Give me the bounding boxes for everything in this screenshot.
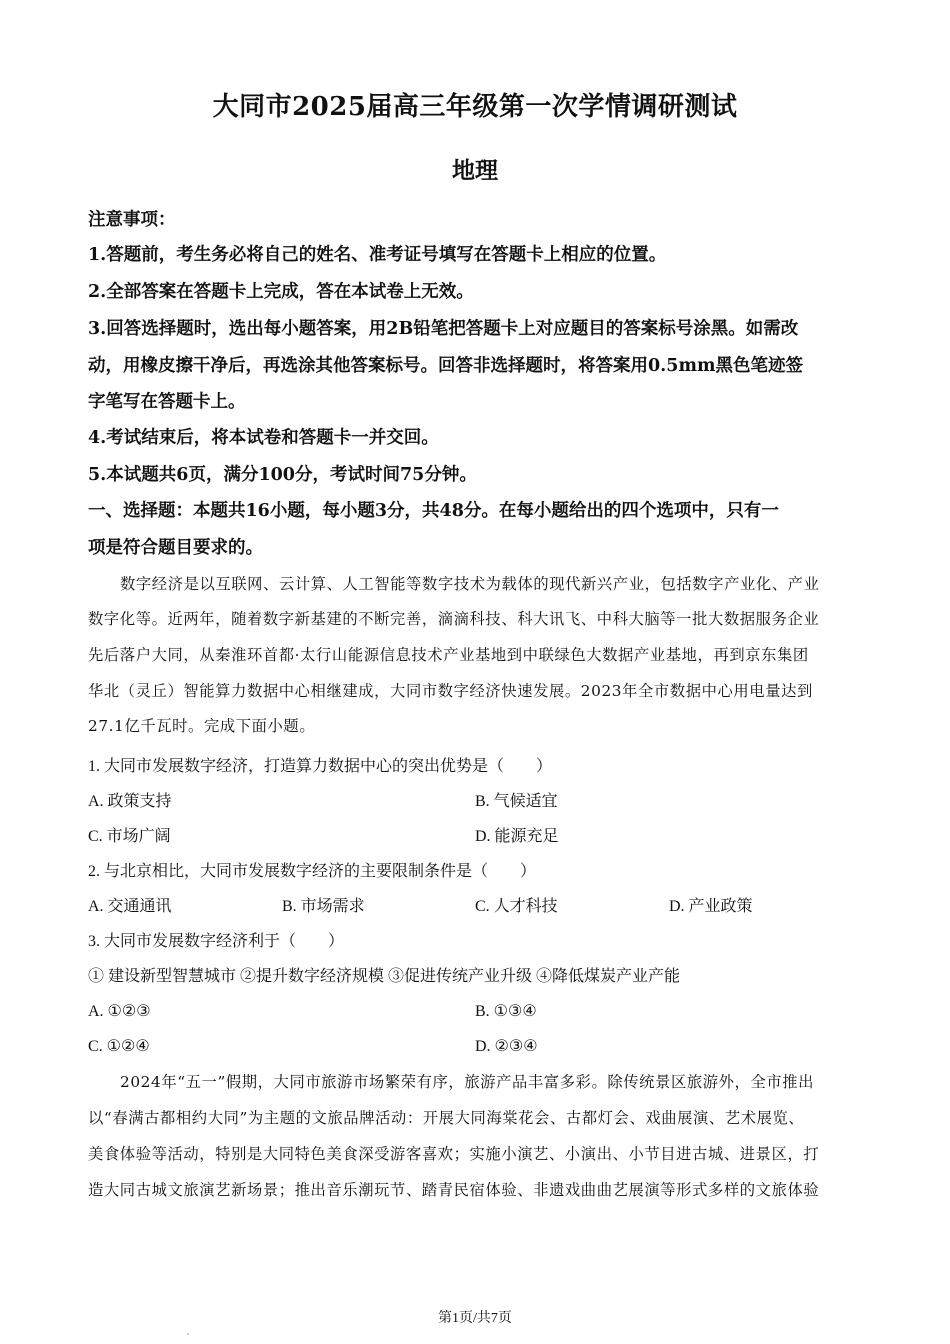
passage-line: 美食体验等活动，特别是大同特色美食深受游客喜欢；实施小演艺、小演出、小节目进古城、进景区，打 [88,1145,820,1163]
exam-subject: 地理 [452,157,498,184]
section-heading: 一、选择题：本题共16小题，每小题3分，共48分。在每小题给出的四个选项中，只有一 [88,501,779,521]
notice-item: 4.考试结束后，将本试卷和答题卡一并交回。 [88,428,439,448]
page-footer: 第1页/共7页 [438,1311,512,1326]
notice-item: 3.回答选择题时，选出每小题答案，用2B铅笔把答题卡上对应题目的答案标号涂黑。如需改 [88,319,799,339]
question-1-option-a: A. 政策支持 [88,793,172,810]
question-2-option-b: B. 市场需求 [282,898,365,915]
passage-line: 数字经济是以互联网、云计算、人工智能等数字技术为载体的现代新兴产业，包括数字产业化、产业 [120,575,820,593]
notice-item: 1.答题前，考生务必将自己的姓名、准考证号填写在答题卡上相应的位置。 [88,245,667,265]
question-2-option-c: C. 人才科技 [475,898,558,915]
exam-title: 大同市2025届高三年级第一次学情调研测试 [212,92,738,122]
notice-item: 5.本试题共6页，满分100分，考试时间75分钟。 [88,465,477,485]
passage-line: 造大同古城文旅演艺新场景；推出音乐潮玩节、踏青民宿体验、非遗戏曲曲艺展演等形式多样的文旅体验 [88,1181,820,1199]
question-3-option-a: A. ①②③ [88,1003,151,1020]
question-3-stem: 3. 大同市发展数字经济利于（ ） [88,933,345,950]
question-2-option-d: D. 产业政策 [669,898,753,915]
scan-dot [187,1333,189,1335]
question-1-option-b: B. 气候适宜 [475,793,558,810]
question-1-option-d: D. 能源充足 [475,828,559,845]
passage-line: 先后落户大同，从秦淮环首都·太行山能源信息技术产业基地到中联绿色大数据产业基地，再到京东集团 [88,646,809,664]
section-heading-cont: 项是符合题目要求的。 [88,538,263,558]
question-2-stem: 2. 与北京相比，大同市发展数字经济的主要限制条件是（ ） [88,863,537,880]
passage-line: 27.1亿千瓦时。完成下面小题。 [88,717,316,735]
notice-item: 动，用橡皮擦干净后，再选涂其他答案标号。回答非选择题时，将答案用0.5mm黑色笔迹签 [88,356,803,376]
passage-line: 以“春满古都相约大同”为主题的文旅品牌活动：开展大同海棠花会、古都灯会、戏曲展演、艺术展览、 [88,1109,805,1127]
question-1-stem: 1. 大同市发展数字经济，打造算力数据中心的突出优势是（ ） [88,758,553,775]
question-3-option-b: B. ①③④ [475,1003,537,1020]
question-3-option-c: C. ①②④ [88,1038,150,1055]
question-3-statements: ① 建设新型智慧城市 ②提升数字经济规模 ③促进传统产业升级 ④降低煤炭产业产能 [88,968,681,985]
question-2-option-a: A. 交通通讯 [88,898,172,915]
question-3-option-d: D. ②③④ [475,1038,538,1055]
passage-line: 数字化等。近两年，随着数字新基建的不断完善，滴滴科技、科大讯飞、中科大脑等一批大数据服务企业 [88,610,820,628]
notice-item: 2.全部答案在答题卡上完成，答在本试卷上无效。 [88,282,474,302]
passage-line: 2024年“五一”假期，大同市旅游市场繁荣有序，旅游产品丰富多彩。除传统景区旅游外，全市推出 [120,1073,815,1091]
question-1-option-c: C. 市场广阔 [88,828,171,845]
notice-item: 字笔写在答题卡上。 [88,392,246,412]
passage-line: 华北（灵丘）智能算力数据中心相继建成，大同市数字经济快速发展。2023年全市数据中心用电量达到 [88,682,813,700]
notice-heading: 注意事项： [88,210,176,230]
